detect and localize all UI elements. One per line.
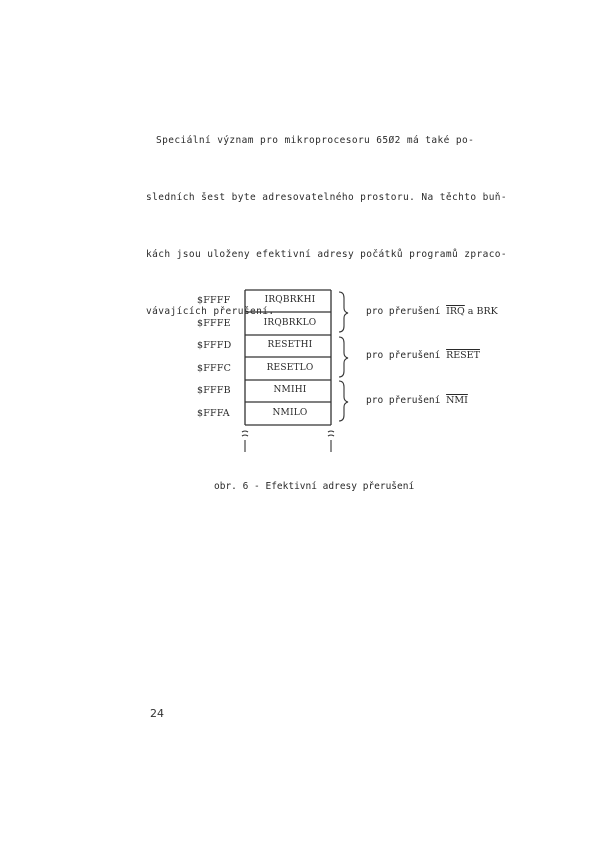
address-fffa: $FFFA (197, 408, 230, 419)
group-desc-prefix: pro přerušení (366, 350, 447, 361)
signal-nmi: $\overline{NMI}$ (446, 395, 468, 406)
cell-irqbrklo: IRQBRKLO (263, 318, 317, 328)
paragraph-line-4: vávajících přerušení. (146, 306, 275, 317)
group-desc-reset (366, 350, 480, 361)
group-desc-suffix: a BRK (464, 306, 498, 317)
cell-nmihi: NMIHI (273, 385, 307, 395)
brace-nmi (339, 381, 348, 421)
signal-irq: $\overline{IRQ}$ (446, 306, 465, 317)
cell-irqbrkhi: IRQBRKHI (264, 295, 316, 305)
continuation-mark-right (328, 431, 334, 452)
address-fffe: $FFFE (197, 318, 231, 329)
group-desc-nmi (366, 395, 468, 406)
group-desc-prefix: pro přerušení (366, 306, 447, 317)
paragraph-line-2: sledních šest byte adresovatelného prostoru. Na těchto buň- (146, 192, 508, 203)
signal-reset: RESET (446, 350, 480, 361)
paragraph-line-3: kách jsou uloženy efektivní adresy počátků programů zpraco- (146, 249, 508, 260)
address-fffc: $FFFC (197, 363, 232, 374)
cell-resethi: RESETHI (267, 340, 313, 350)
brace-irq (339, 292, 348, 332)
cell-nmilo: NMILO (272, 408, 308, 418)
paragraph-line-1: Speciální význam pro mikroprocesoru 65Ø2 má také po- (156, 135, 475, 146)
address-ffff: $FFFF (197, 295, 231, 306)
page-number: 24 (150, 707, 164, 720)
address-fffb: $FFFB (197, 385, 231, 396)
group-desc-irq (366, 306, 498, 317)
figure-caption: obr. 6 - Efektivní adresy přerušení (214, 481, 415, 492)
brace-reset (339, 337, 348, 377)
address-fffd: $FFFD (197, 340, 232, 351)
continuation-mark-left (242, 431, 248, 452)
group-desc-prefix: pro přerušení (366, 395, 447, 406)
cell-resetlo: RESETLO (266, 363, 314, 373)
